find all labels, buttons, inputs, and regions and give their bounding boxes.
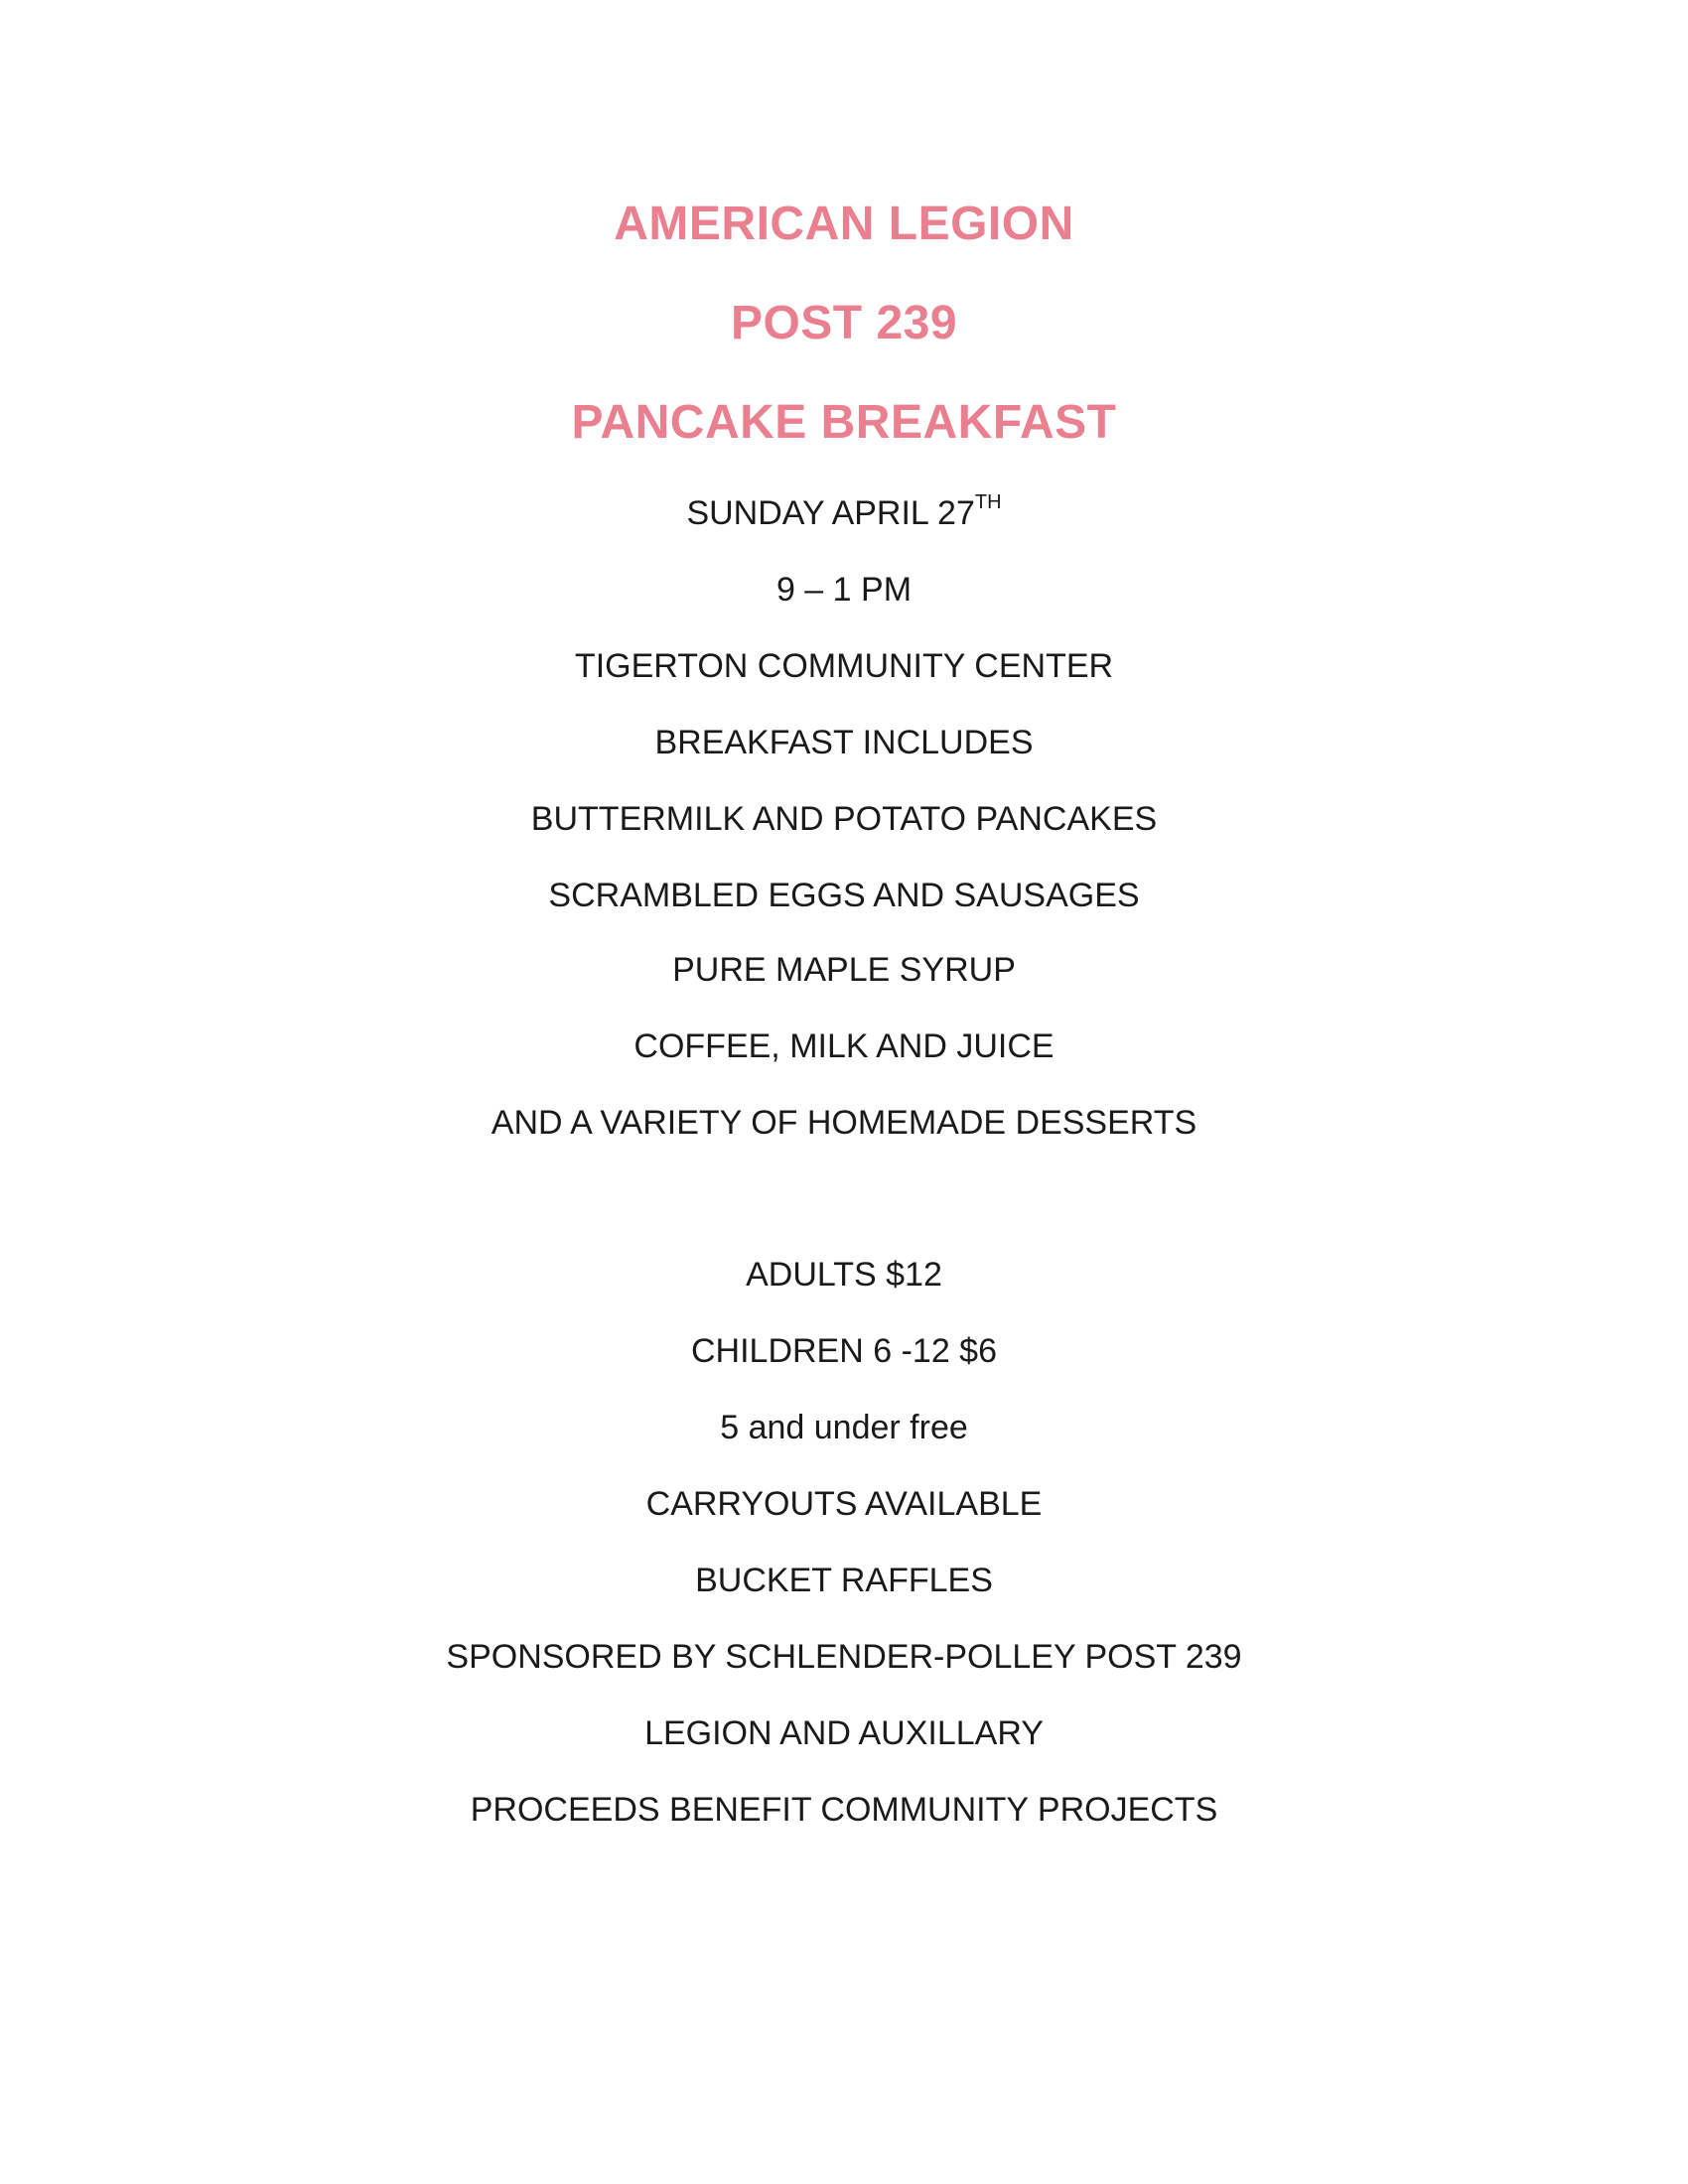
event-time: 9 – 1 PM xyxy=(775,571,913,609)
event-date xyxy=(0,491,1688,532)
proceeds-note: PROCEEDS BENEFIT COMMUNITY PROJECTS xyxy=(470,1791,1218,1829)
event-date-text: SUNDAY APRIL 27 xyxy=(686,494,975,532)
price-under-five: 5 and under free xyxy=(720,1409,968,1446)
sponsor-auxiliary-line: LEGION AND AUXILLARY xyxy=(644,1714,1044,1752)
menu-item-eggs-sausages: SCRAMBLED EGGS AND SAUSAGES xyxy=(548,877,1140,914)
price-adults: ADULTS $12 xyxy=(746,1256,942,1294)
title-line-organization: AMERICAN LEGION xyxy=(614,198,1074,250)
sponsor-line: SPONSORED BY SCHLENDER-POLLEY POST 239 xyxy=(446,1638,1242,1676)
event-date-suffix: TH xyxy=(974,491,1002,513)
raffles-note: BUCKET RAFFLES xyxy=(695,1562,993,1599)
menu-item-syrup: PURE MAPLE SYRUP xyxy=(672,951,1016,989)
carryouts-note: CARRYOUTS AVAILABLE xyxy=(645,1485,1043,1523)
title-line-event: PANCAKE BREAKFAST xyxy=(571,396,1117,449)
price-children: CHILDREN 6 -12 $6 xyxy=(690,1332,997,1370)
menu-item-desserts: AND A VARIETY OF HOMEMADE DESSERTS xyxy=(491,1104,1197,1142)
menu-item-pancakes: BUTTERMILK AND POTATO PANCAKES xyxy=(530,800,1158,838)
menu-heading: BREAKFAST INCLUDES xyxy=(654,724,1034,761)
title-line-post: POST 239 xyxy=(730,297,958,349)
event-location: TIGERTON COMMUNITY CENTER xyxy=(574,647,1114,685)
menu-item-drinks: COFFEE, MILK AND JUICE xyxy=(633,1027,1055,1065)
